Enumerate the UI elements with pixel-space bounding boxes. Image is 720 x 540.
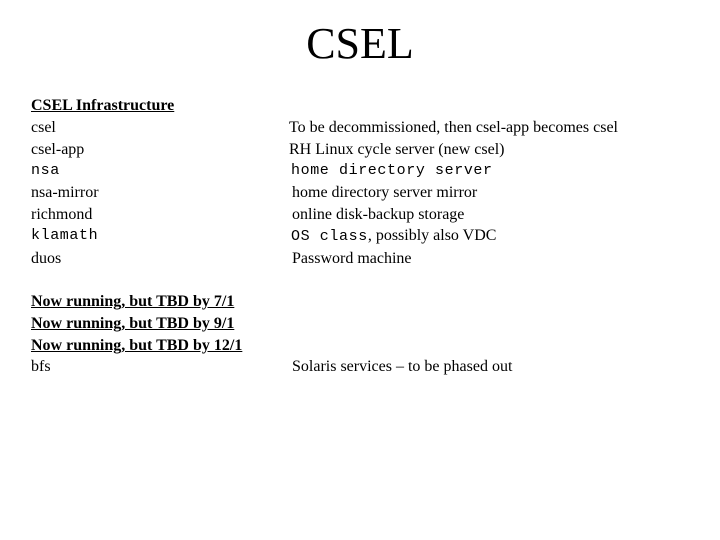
- machine-desc-klamath: [291, 226, 496, 247]
- machine-desc-richmond: online disk-backup storage: [292, 206, 465, 223]
- machine-name-duos: duos: [31, 250, 62, 267]
- machine-desc-bfs: Solaris services – to be phased out: [292, 358, 513, 375]
- machine-desc-csel-app: RH Linux cycle server (new csel): [289, 141, 505, 158]
- machine-desc-csel: To be decommissioned, then csel-app becomes csel: [289, 119, 618, 136]
- machine-name-klamath: klamath: [31, 227, 99, 244]
- machine-name-nsa-mirror: nsa-mirror: [31, 184, 99, 201]
- machine-desc-nsa-mirror: home directory server mirror: [292, 184, 478, 201]
- machine-desc-nsa: home directory server: [291, 162, 493, 179]
- machine-desc-klamath-rest: , possibly also VDC: [367, 227, 497, 244]
- machine-desc-duos: Password machine: [292, 250, 412, 267]
- machine-name-richmond: richmond: [31, 206, 93, 223]
- tbd-note-3: Now running, but TBD by 12/1: [31, 337, 243, 354]
- section-heading: CSEL Infrastructure: [31, 97, 175, 114]
- machine-name-csel: csel: [31, 119, 56, 136]
- tbd-note-2: Now running, but TBD by 9/1: [31, 315, 235, 332]
- page-title: CSEL: [306, 19, 414, 68]
- tbd-note-1: Now running, but TBD by 7/1: [31, 293, 235, 310]
- machine-name-csel-app: csel-app: [31, 141, 85, 158]
- machine-desc-klamath-mono: OS class: [291, 228, 368, 245]
- machine-name-nsa: nsa: [31, 162, 60, 179]
- machine-name-bfs: bfs: [31, 358, 51, 375]
